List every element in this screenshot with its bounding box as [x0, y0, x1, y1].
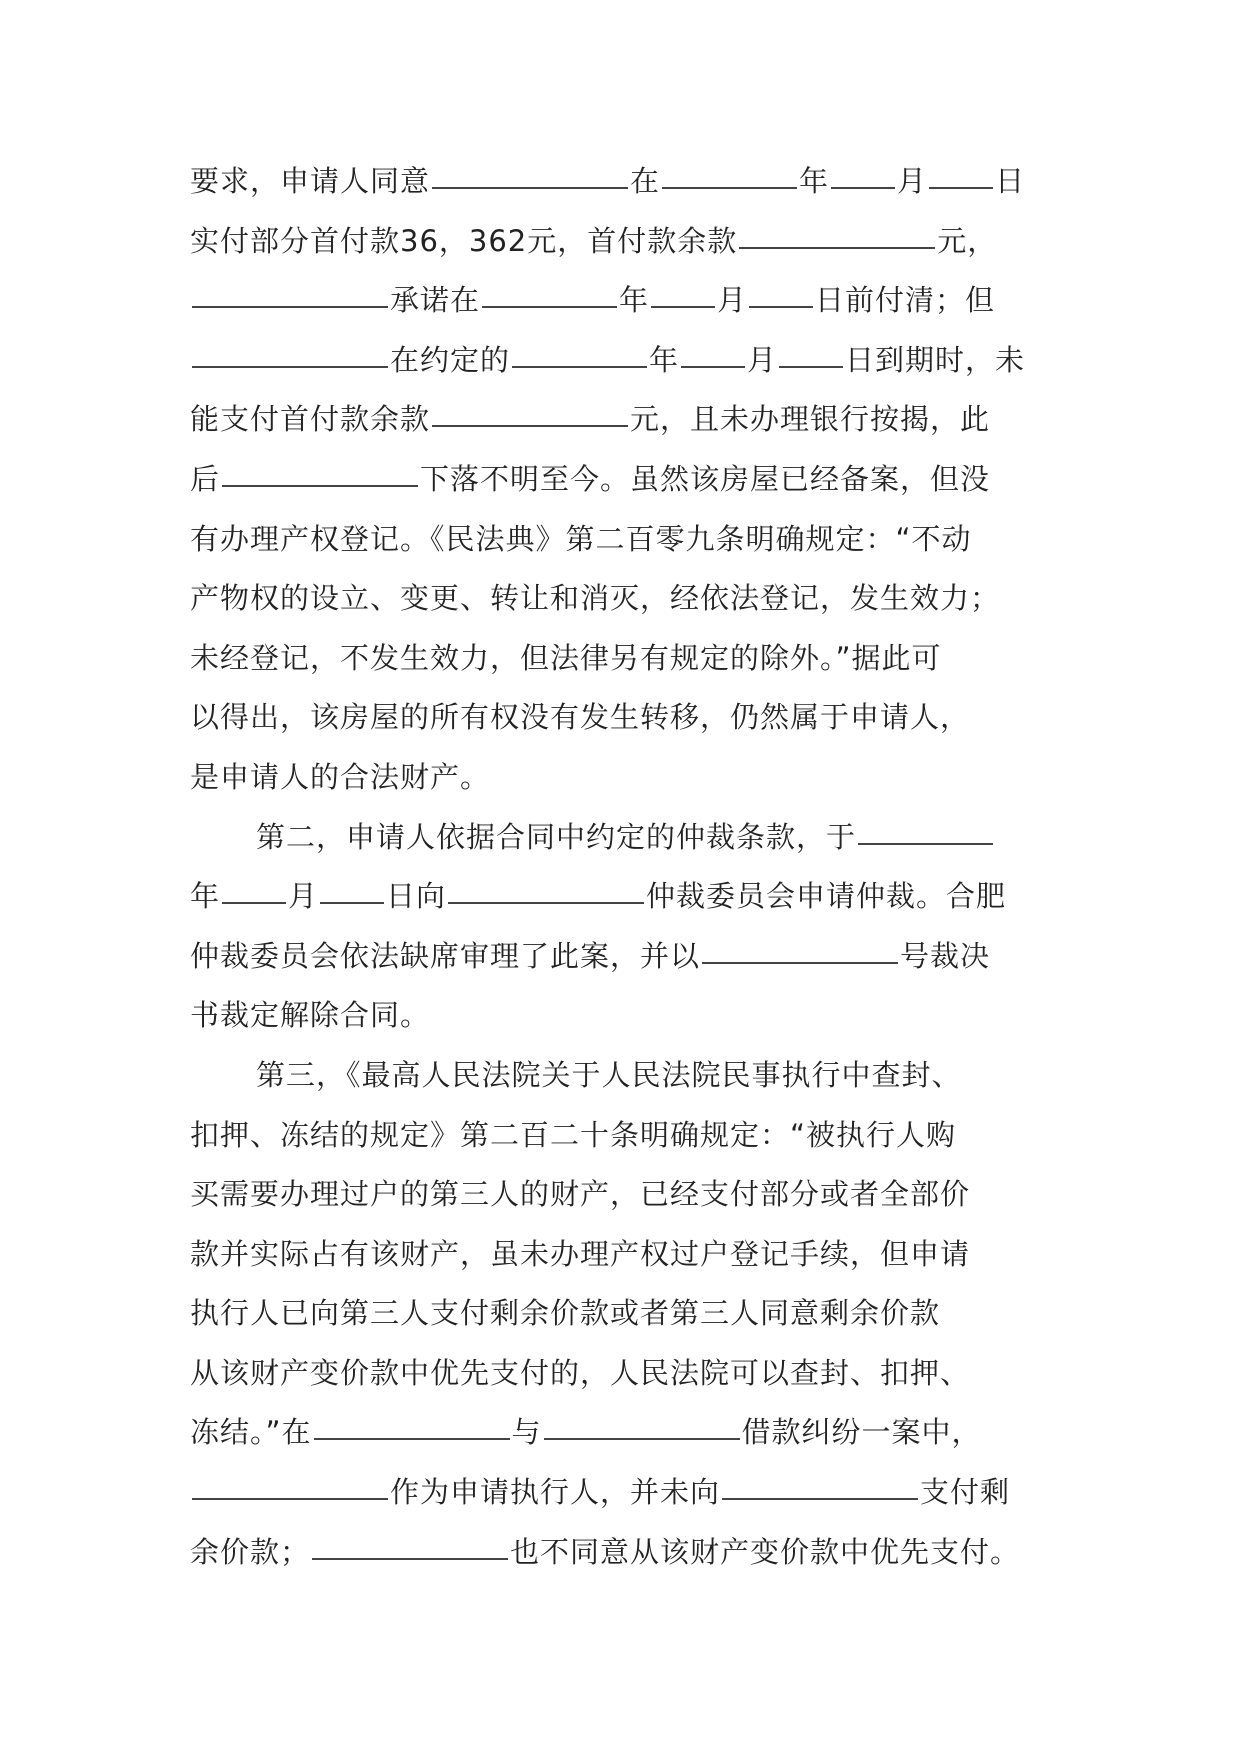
- text-fragment: 日: [995, 164, 1026, 198]
- text-fragment: 要求，申请人同意: [190, 164, 431, 198]
- text-fragment: 年: [619, 283, 650, 318]
- fill-blank-line: [312, 1558, 508, 1560]
- text-fragment: 月: [897, 164, 928, 198]
- text-fragment: 以得出，该房屋的所有权没有发生转移，仍然属于申请人，: [190, 700, 971, 735]
- fill-blank-line: [320, 902, 384, 904]
- text-fragment: 买需要办理过户的第三人的财产，已经支付部分或者全部价: [190, 1177, 971, 1212]
- text-line: [190, 450, 1050, 510]
- fill-blank-line: [722, 1498, 918, 1500]
- text-fragment: 年: [799, 164, 830, 198]
- text-fragment: 支付剩: [920, 1475, 1011, 1510]
- text-fragment: 是申请人的合法财产。: [190, 759, 491, 794]
- text-fragment: 仲裁委员会申请仲裁。合肥: [646, 879, 1007, 914]
- text-line: [190, 808, 1050, 868]
- document-body: [190, 152, 1050, 1582]
- text-fragment: 月: [288, 879, 319, 914]
- fill-blank-line: [749, 306, 813, 308]
- text-fragment: 元，且未办理银行按揭，此: [630, 402, 991, 437]
- text-fragment: 第二，申请人依据合同中约定的仲裁条款，于: [256, 819, 857, 854]
- text-fragment: 未经登记，不发生效力，但法律另有规定的除外。”据此可: [190, 640, 942, 675]
- fill-blank-line: [702, 962, 898, 964]
- text-fragment: 下落不明至今。虽然该房屋已经备案，但没: [420, 461, 991, 496]
- text-fragment: 元，: [937, 223, 998, 258]
- text-fragment: 也不同意从该财产变价款中优先支付。: [510, 1534, 1021, 1569]
- fill-blank-line: [651, 306, 715, 308]
- text-fragment: 月: [717, 283, 748, 318]
- text-line: [190, 510, 1050, 570]
- text-fragment: 年: [649, 342, 680, 377]
- text-fragment: 日向: [386, 879, 447, 914]
- fill-blank-line: [432, 425, 628, 427]
- fill-blank-line: [192, 366, 388, 368]
- text-line: [190, 927, 1050, 987]
- text-fragment: 书裁定解除合同。: [190, 998, 431, 1033]
- fill-blank-line: [858, 843, 993, 845]
- text-line: [190, 629, 1050, 689]
- text-fragment: 号裁决: [900, 938, 991, 973]
- fill-blank-line: [222, 902, 286, 904]
- text-line: [190, 1523, 1050, 1583]
- text-line: [190, 1463, 1050, 1523]
- fill-blank-line: [831, 187, 895, 189]
- text-fragment: 第三，《最高人民法院关于人民法院民事执行中查封、: [256, 1057, 962, 1092]
- text-fragment: 后: [190, 461, 221, 496]
- text-line: [190, 390, 1050, 450]
- text-fragment: 借款纠纷一案中，: [741, 1415, 982, 1450]
- fill-blank-line: [448, 902, 644, 904]
- text-fragment: 款并实际占有该财产，虽未办理产权过户登记手续，但申请: [190, 1236, 971, 1271]
- text-fragment: 能支付首付款余款: [190, 402, 431, 437]
- text-fragment: 仲裁委员会依法缺席审理了此案，并以: [190, 938, 701, 973]
- text-fragment: 有办理产权登记。《民法典》第二百零九条明确规定：“不动: [190, 521, 972, 556]
- text-fragment: 作为申请执行人，并未向: [390, 1475, 721, 1510]
- text-fragment: 日到期时，未: [845, 342, 1026, 377]
- fill-blank-line: [544, 1438, 740, 1440]
- text-line: [190, 1403, 1050, 1463]
- fill-blank-line: [432, 187, 628, 189]
- fill-blank-line: [192, 306, 388, 308]
- text-fragment: 实付部分首付款36，362元，首付款余款: [190, 223, 738, 258]
- fill-blank-line: [222, 485, 418, 487]
- text-line: [190, 1106, 1050, 1166]
- text-fragment: 在: [630, 164, 661, 198]
- fill-blank-line: [739, 247, 935, 249]
- text-line: [190, 688, 1050, 748]
- text-fragment: 从该财产变价款中优先支付的，人民法院可以查封、扣押、: [190, 1355, 971, 1390]
- fill-blank-line: [192, 1498, 388, 1500]
- text-line: [190, 331, 1050, 391]
- fill-blank-line: [512, 366, 647, 368]
- text-fragment: 执行人已向第三人支付剩余价款或者第三人同意剩余价款: [190, 1296, 941, 1331]
- text-line: [190, 1344, 1050, 1404]
- text-fragment: 月: [747, 342, 778, 377]
- text-fragment: 扣押、冻结的规定》第二百二十条明确规定：“被执行人购: [190, 1117, 957, 1152]
- text-line: [190, 867, 1050, 927]
- text-line: [190, 212, 1050, 272]
- text-fragment: 与: [511, 1415, 542, 1450]
- fill-blank-line: [662, 187, 797, 189]
- text-line: [190, 748, 1050, 808]
- text-fragment: 产物权的设立、变更、转让和消灭，经依法登记，发生效力；: [190, 581, 1001, 616]
- text-line: [190, 1165, 1050, 1225]
- fill-blank-line: [929, 187, 993, 189]
- text-line: [190, 1046, 1050, 1106]
- text-fragment: 日前付清；但: [815, 283, 996, 318]
- fill-blank-line: [779, 366, 843, 368]
- text-line: [190, 152, 1050, 212]
- text-line: [190, 1284, 1050, 1344]
- text-fragment: 冻结。”在: [190, 1415, 312, 1450]
- text-fragment: 在约定的: [390, 342, 511, 377]
- fill-blank-line: [314, 1438, 510, 1440]
- text-line: [190, 986, 1050, 1046]
- fill-blank-line: [681, 366, 745, 368]
- text-fragment: 承诺在: [390, 283, 481, 318]
- text-fragment: 年: [190, 879, 221, 914]
- fill-blank-line: [482, 306, 617, 308]
- text-line: [190, 1225, 1050, 1285]
- text-line: [190, 569, 1050, 629]
- text-fragment: 余价款；: [190, 1534, 311, 1569]
- text-line: [190, 271, 1050, 331]
